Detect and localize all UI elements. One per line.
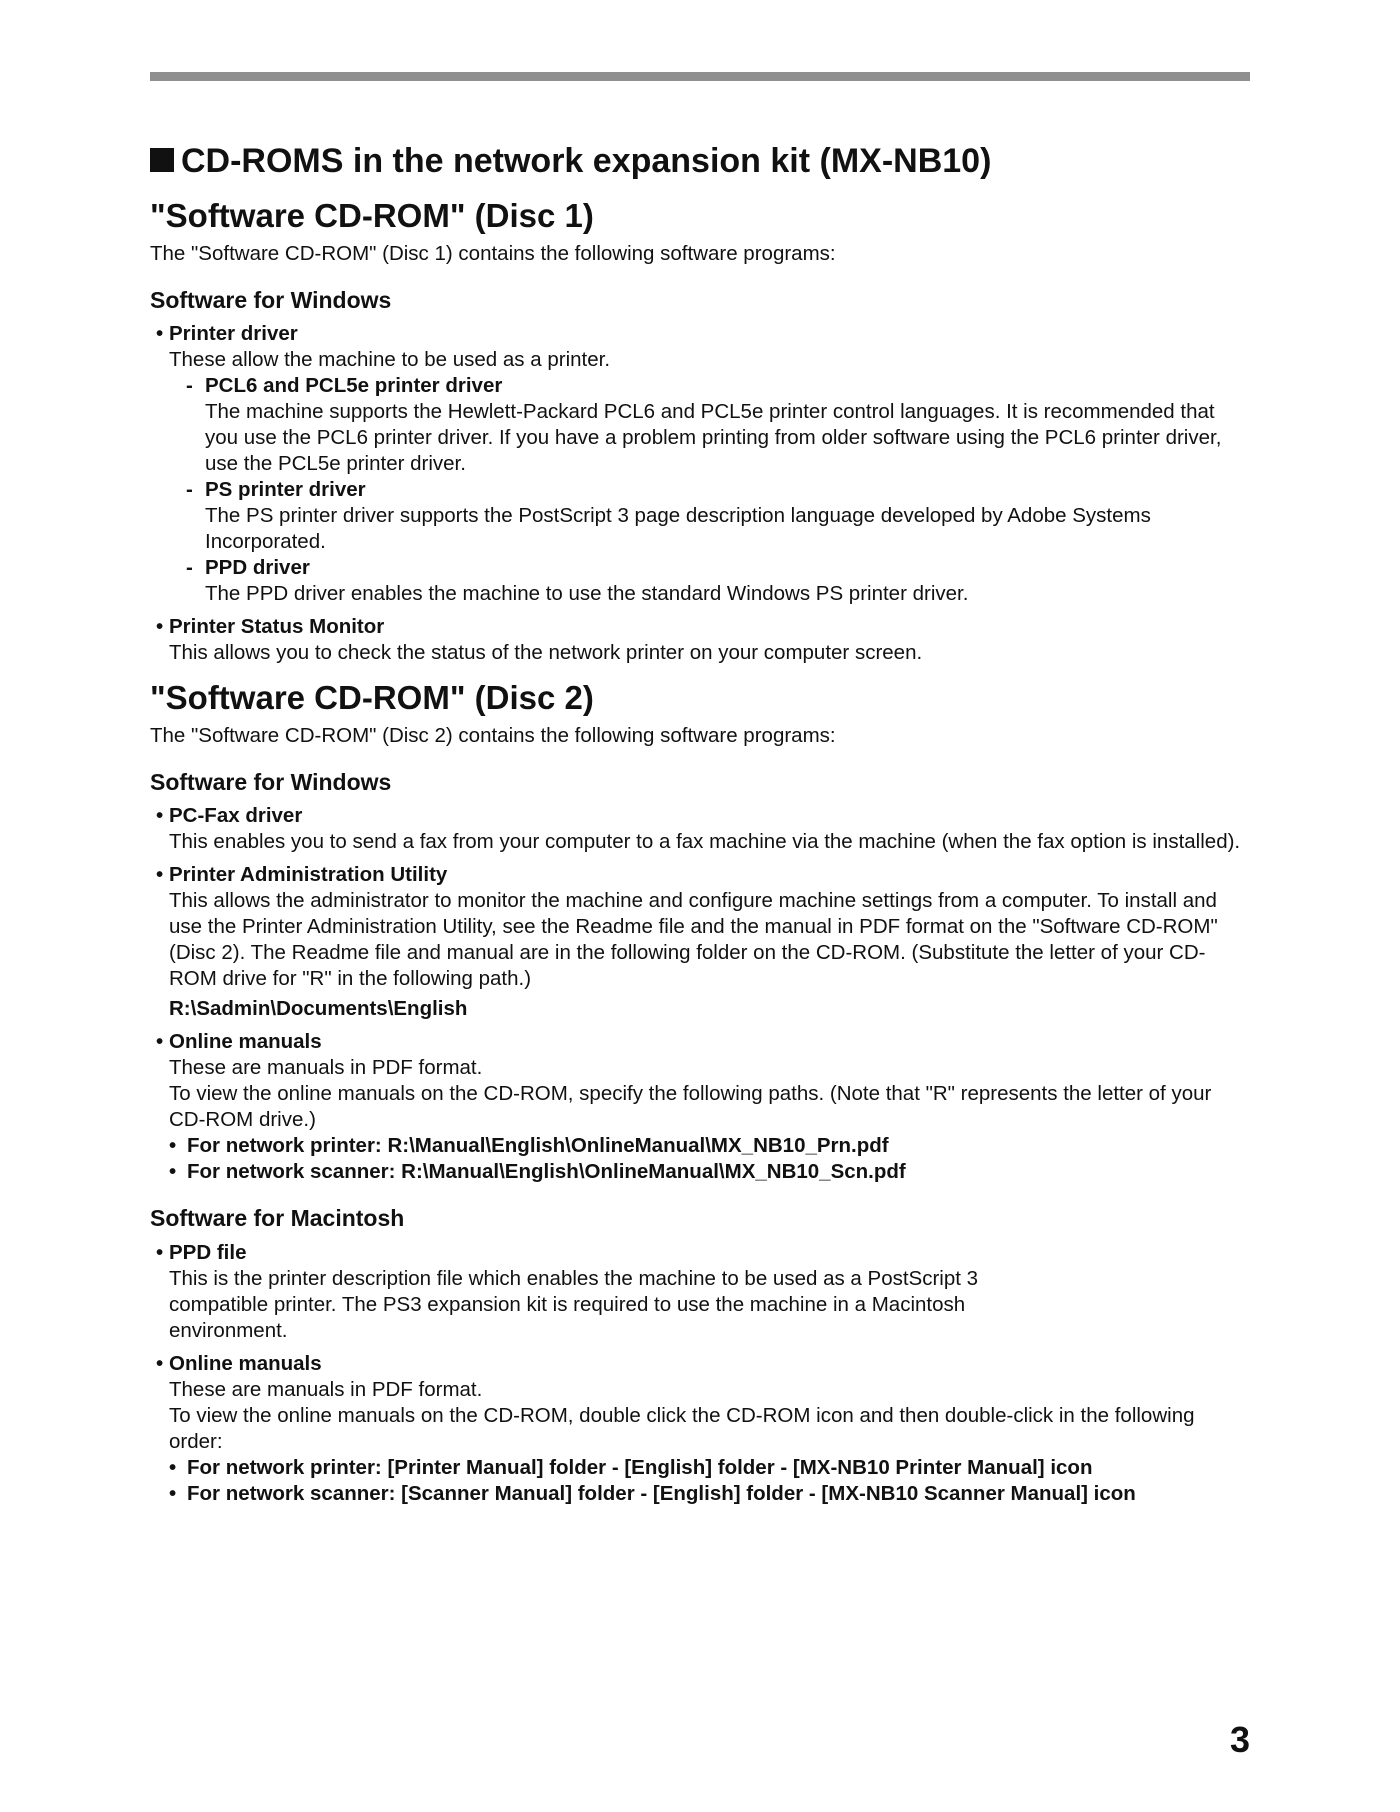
admin-utility-path: R:\Sadmin\Documents\English: [169, 997, 468, 1020]
bullet: •: [169, 1134, 177, 1157]
ppd-driver-subitem: [169, 555, 1250, 607]
ps-driver-subitem: [169, 477, 1250, 555]
page-title: [150, 138, 1250, 184]
win-online-manuals-item: [150, 1029, 1250, 1185]
ppd-file-title: PPD file: [169, 1241, 247, 1264]
mac-manual-scanner-path-text: For network scanner: [Scanner Manual] folder - [English] folder - [MX-NB10 Scanner Manual] icon: [187, 1482, 1136, 1505]
printer-driver-item: [150, 321, 1250, 607]
disc1-intro: The "Software CD-ROM" (Disc 1) contains the following software programs:: [150, 242, 836, 265]
win-manual-printer-path: [169, 1133, 1250, 1159]
pcl-driver-desc: The machine supports the Hewlett-Packard PCL6 and PCL5e printer control languages. It is recommended that you use the PCL6 printer driver. If you have a problem printing from older software using the PCL6 printer driver, use the PCL5e printer driver.: [205, 400, 1222, 475]
mac-manual-printer-path-text: For network printer: [Printer Manual] folder - [English] folder - [MX-NB10 Printer Manual] icon: [187, 1456, 1093, 1479]
bullet: •: [169, 1160, 177, 1183]
mac-manual-scanner-path: [169, 1481, 1250, 1507]
page-number: 3: [1229, 1719, 1250, 1760]
printer-driver-desc: These allow the machine to be used as a printer.: [169, 348, 611, 371]
admin-utility-title: Printer Administration Utility: [169, 863, 448, 886]
disc1-section: [150, 194, 1250, 666]
pcl-driver-title: PCL6 and PCL5e printer driver: [205, 374, 503, 397]
bullet: •: [169, 1456, 177, 1479]
ps-driver-desc: The PS printer driver supports the PostScript 3 page description language developed by Adobe Systems Incorporated.: [205, 504, 1151, 553]
win-manual-scanner-path-text: For network scanner: R:\Manual\English\OnlineManual\MX_NB10_Scn.pdf: [187, 1160, 906, 1183]
ppd-driver-title: PPD driver: [205, 556, 310, 579]
admin-utility-desc: This allows the administrator to monitor the machine and configure machine settings from a computer. To install and use the Printer Administration Utility, see the Readme file and the manual in PDF format on the "Software CD-ROM" (Disc 2). The Readme file and manual are in the following folder on the CD-ROM. (Substitute the letter of your CD-ROM drive for "R" in the following path.): [169, 889, 1218, 990]
pcfax-title: PC-Fax driver: [169, 804, 303, 827]
win-online-manuals-desc2: To view the online manuals on the CD-ROM, specify the following paths. (Note that "R" represents the letter of your CD-ROM drive.): [169, 1082, 1212, 1131]
printer-driver-title: Printer driver: [169, 322, 298, 345]
bullet: •: [156, 615, 164, 638]
bullet: •: [156, 863, 164, 886]
status-monitor-title: Printer Status Monitor: [169, 615, 385, 638]
dash: -: [186, 374, 193, 397]
page-content: [150, 138, 1250, 1507]
mac-online-manuals-title: Online manuals: [169, 1352, 322, 1375]
win-online-manuals-desc1: These are manuals in PDF format.: [169, 1056, 483, 1079]
ppd-file-item: [150, 1240, 1250, 1344]
status-monitor-item: [150, 614, 1250, 666]
mac-online-manuals-item: [150, 1351, 1250, 1507]
top-rule: [150, 72, 1250, 81]
disc2-section: [150, 676, 1250, 1507]
ps-driver-title: PS printer driver: [205, 478, 366, 501]
mac-online-manuals-desc1: These are manuals in PDF format.: [169, 1378, 483, 1401]
mac-manual-printer-path: [169, 1455, 1250, 1481]
win-manual-printer-path-text: For network printer: R:\Manual\English\OnlineManual\MX_NB10_Prn.pdf: [187, 1134, 889, 1157]
pcfax-item: [150, 803, 1250, 855]
black-square-icon: [150, 148, 174, 172]
disc1-title: "Software CD-ROM" (Disc 1): [150, 197, 594, 234]
win-online-manuals-title: Online manuals: [169, 1030, 322, 1053]
bullet: •: [156, 1241, 164, 1264]
disc2-intro: The "Software CD-ROM" (Disc 2) contains the following software programs:: [150, 724, 836, 747]
dash: -: [186, 478, 193, 501]
pcfax-desc: This enables you to send a fax from your computer to a fax machine via the machine (when the fax option is installed).: [169, 830, 1241, 853]
bullet: •: [156, 322, 164, 345]
disc2-title: "Software CD-ROM" (Disc 2): [150, 679, 594, 716]
win-manual-scanner-path: [169, 1159, 1250, 1185]
bullet: •: [169, 1482, 177, 1505]
disc2-mac-heading: Software for Macintosh: [150, 1205, 405, 1231]
bullet: •: [156, 1352, 164, 1375]
status-monitor-desc: This allows you to check the status of the network printer on your computer screen.: [169, 641, 923, 664]
bullet: •: [156, 1030, 164, 1053]
pcl-driver-subitem: [169, 373, 1250, 477]
page-title-text: CD-ROMS in the network expansion kit (MX-NB10): [181, 142, 992, 180]
ppd-file-desc: This is the printer description file which enables the machine to be used as a PostScript 3 compatible printer. The PS3 expansion kit is required to use the machine in a Macintosh environment.: [169, 1267, 979, 1342]
disc2-windows-heading: Software for Windows: [150, 769, 392, 795]
ppd-driver-desc: The PPD driver enables the machine to use the standard Windows PS printer driver.: [205, 582, 969, 605]
dash: -: [186, 556, 193, 579]
mac-online-manuals-desc2: To view the online manuals on the CD-ROM, double click the CD-ROM icon and then double-click in the following order:: [169, 1404, 1195, 1453]
bullet: •: [156, 804, 164, 827]
disc1-windows-heading: Software for Windows: [150, 287, 392, 313]
admin-utility-item: [150, 862, 1250, 1022]
